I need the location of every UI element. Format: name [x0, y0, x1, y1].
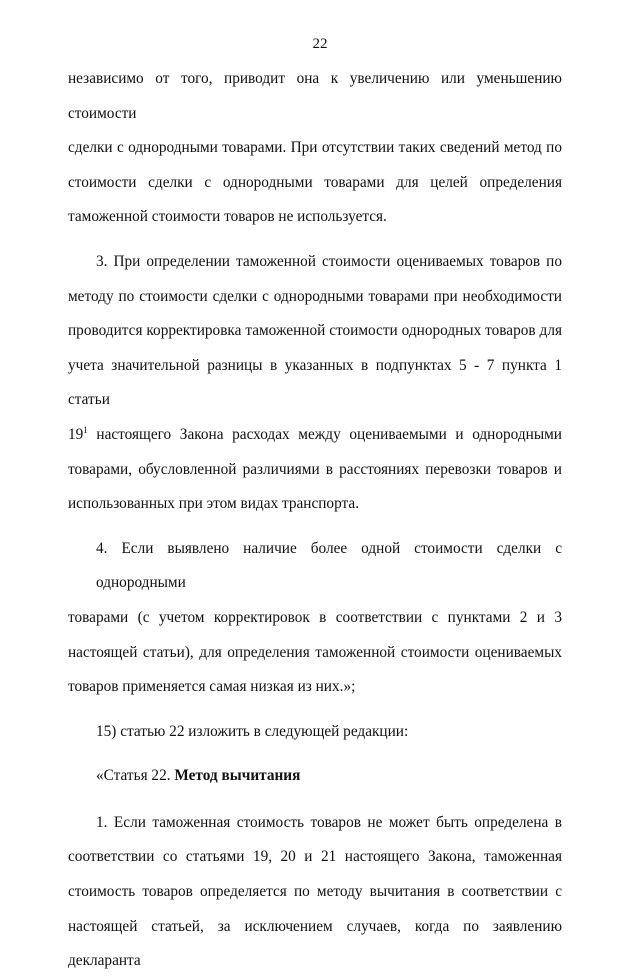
paragraph-item-4 [68, 532, 562, 705]
text-line: учета значительной разницы в указанных в подпунктах 5 - 7 пункта 1 статьи [68, 356, 562, 409]
page-number: 22 [312, 36, 328, 52]
text-line: 4. Если выявлено наличие более одной стоимости сделки с однородными [96, 539, 562, 592]
text-line: настоящей статьи), для определения таможенной стоимости оцениваемых [68, 643, 562, 661]
text-line: 3. При определении таможенной стоимости оцениваемых товаров по [96, 252, 562, 270]
document-body [68, 62, 562, 979]
text-line: 15) статью 22 изложить в следующей редакции: [96, 722, 409, 740]
text-line: методу по стоимости сделки с однородными товарами при необходимости [68, 287, 562, 305]
text-line: товарами (с учетом корректировок в соответствии с пунктами 2 и 3 [68, 608, 562, 626]
text-line: соответствии со статьями 19, 20 и 21 настоящего Закона, таможенная [68, 848, 562, 866]
text-line: сделки с однородными товарами. При отсутствии таких сведений метод по [68, 139, 562, 157]
text-line [68, 759, 562, 794]
text-line: таможенной стоимости товаров не используется. [68, 208, 387, 226]
article-title: Метод вычитания [174, 767, 301, 785]
text-line: использованных при этом видах транспорта. [68, 495, 360, 513]
text-line: товаров применяется самая низкая из них.»; [68, 678, 356, 696]
article-number: 19 [68, 425, 84, 443]
text-line-with-superscript [68, 418, 562, 453]
text-line: стоимости сделки с однородными товарами для целей определения [68, 173, 562, 191]
paragraph-article-22-item-1 [68, 806, 562, 979]
article-heading [68, 759, 562, 794]
paragraph-item-15 [68, 715, 562, 750]
text-line: товарами, обусловленной различиями в расстояниях перевозки товаров и [68, 460, 562, 478]
text-fragment: настоящего Закона расходах между оцениваемыми и однородными [87, 425, 562, 443]
article-label: «Статья 22. [96, 767, 175, 785]
superscript: 1 [83, 424, 88, 435]
text-line: проводится корректировка таможенной стоимости однородных товаров для [68, 322, 562, 340]
text-line: стоимость товаров определяется по методу вычитания в соответствии с [68, 883, 562, 901]
paragraph-item-3 [68, 245, 562, 522]
text-line: настоящей статьей, за исключением случаев, когда по заявлению декларанта [68, 917, 562, 970]
text-line: 1. Если таможенная стоимость товаров не может быть определена в [96, 813, 562, 831]
text-line: независимо от того, приводит она к увеличению или уменьшению стоимости [68, 70, 562, 122]
paragraph-continuation [68, 62, 562, 235]
